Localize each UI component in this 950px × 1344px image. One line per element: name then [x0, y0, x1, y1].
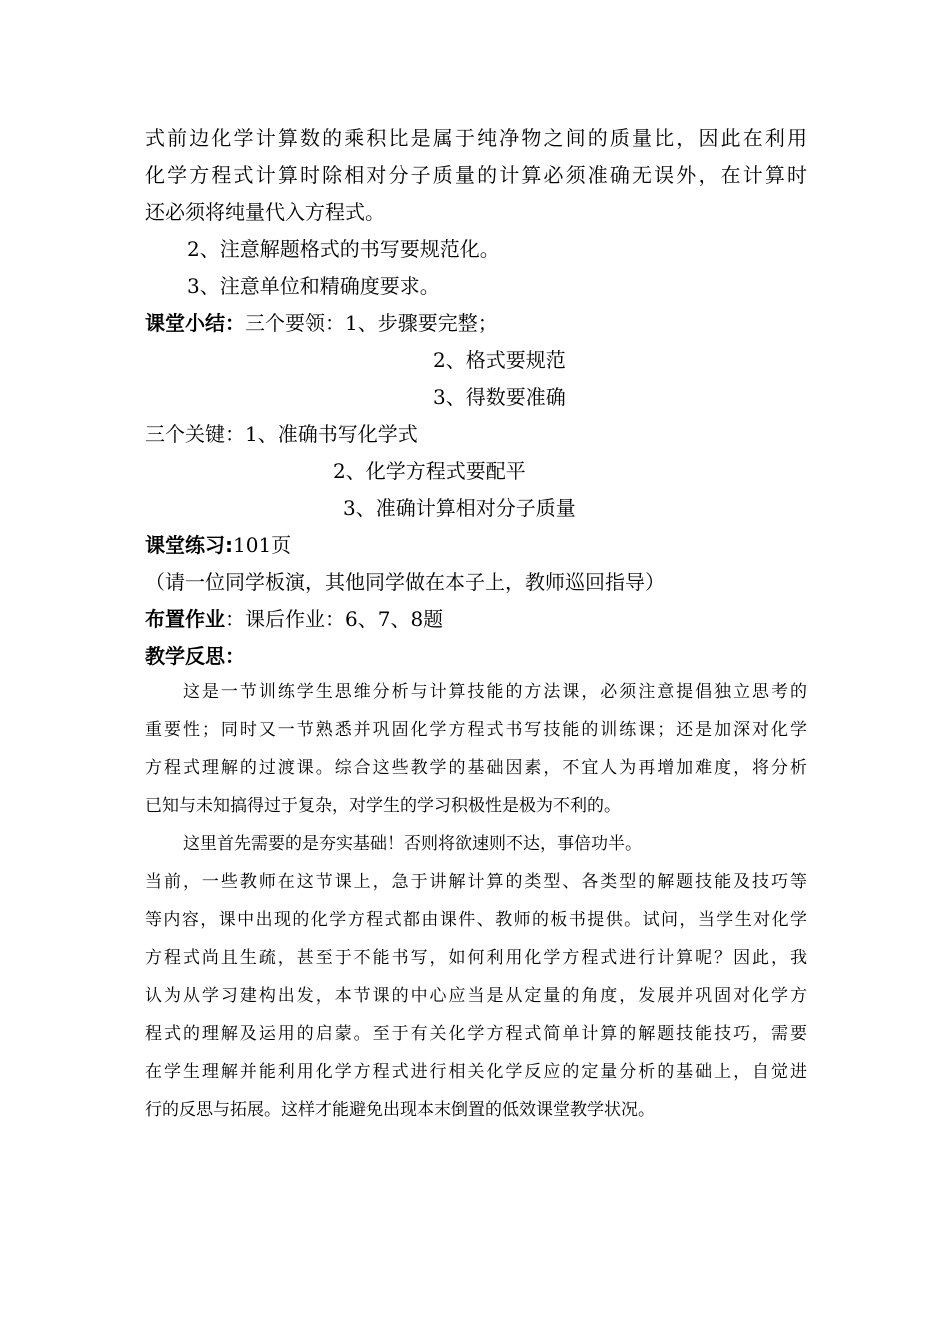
intro-line-1: 式前边化学计算数的乘积比是属于纯净物之间的质量比，因此在利用 [145, 126, 807, 150]
practice-line [145, 527, 291, 563]
reflection-p1-line-1: 这是一节训练学生思维分析与计算技能的方法课，必须注意提倡独立思考的 [183, 682, 807, 702]
summary-item-3: 3、得数要准确 [433, 385, 566, 409]
practice-page: 101页 [233, 533, 292, 557]
homework-colon: ： [225, 607, 245, 631]
summary-intro: 三个要领：1、步骤要完整； [245, 311, 498, 335]
reflection-heading: 教学反思： [145, 644, 245, 668]
summary-line [145, 305, 498, 341]
reflection-p2: 这里首先需要的是夯实基础！否则将欲速则不达，事倍功半。 [183, 834, 642, 854]
note-point-3: 3、注意单位和精确度要求。 [187, 274, 440, 298]
homework-text: 课后作业：6、7、8题 [245, 607, 444, 631]
reflection-p3-line-2: 等内容，课中出现的化学方程式都由课件、教师的板书提供。试问，当学生对化学 [145, 910, 807, 930]
keys-intro: 三个关键：1、准确书写化学式 [145, 422, 418, 446]
summary-item-2: 2、格式要规范 [433, 348, 566, 372]
practice-heading: 课堂练习: [145, 533, 233, 557]
reflection-p3-line-6: 在学生理解并能利用化学方程式进行相关化学反应的定量分析的基础上，自觉进 [145, 1062, 807, 1082]
key-item-3: 3、准确计算相对分子质量 [343, 496, 576, 520]
reflection-p1-line-3: 方程式理解的过渡课。综合这些教学的基础因素，不宜人为再增加难度，将分析 [145, 758, 807, 778]
homework-line [145, 601, 443, 637]
reflection-p1-line-4: 已知与未知搞得过于复杂，对学生的学习积极性是极为不利的。 [145, 796, 621, 816]
reflection-p3-line-4: 认为从学习建构出发，本节课的中心应当是从定量的角度，发展并巩固对化学方 [145, 986, 807, 1006]
summary-heading: 课堂小结： [145, 311, 245, 335]
practice-note: （请一位同学板演，其他同学做在本子上，教师巡回指导） [145, 570, 665, 594]
intro-line-2: 化学方程式计算时除相对分子质量的计算必须准确无误外，在计算时 [145, 163, 807, 187]
reflection-p1-line-2: 重要性；同时又一节熟悉并巩固化学方程式书写技能的训练课；还是加深对化学 [145, 720, 807, 740]
homework-heading: 布置作业 [145, 607, 225, 631]
intro-line-3: 还必须将纯量代入方程式。 [145, 200, 385, 224]
note-point-2: 2、注意解题格式的书写要规范化。 [187, 237, 500, 261]
reflection-p3-line-1: 当前，一些教师在这节课上，急于讲解计算的类型、各类型的解题技能及技巧等 [145, 872, 807, 892]
key-item-2: 2、化学方程式要配平 [333, 459, 526, 483]
reflection-p3-line-3: 方程式尚且生疏，甚至于不能书写，如何利用化学方程式进行计算呢？因此，我 [145, 948, 807, 968]
reflection-p3-line-7: 行的反思与拓展。这样才能避免出现本末倒置的低效课堂教学状况。 [145, 1100, 655, 1120]
reflection-p3-line-5: 程式的理解及运用的启蒙。至于有关化学方程式简单计算的解题技能技巧，需要 [145, 1024, 807, 1044]
